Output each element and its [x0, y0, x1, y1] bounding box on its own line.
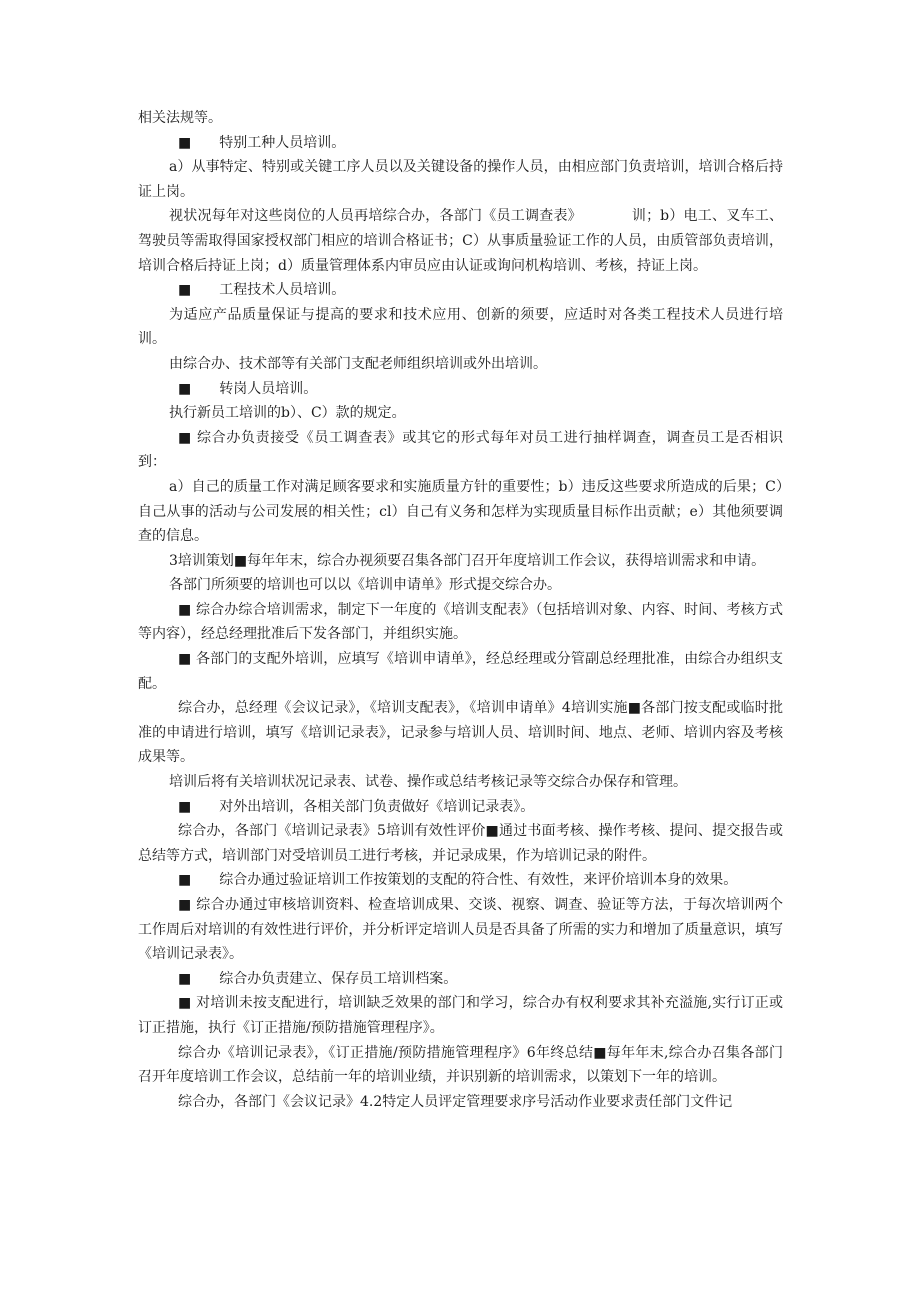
paragraph-special-trade-bcd: 视状况每年对这些岗位的人员再培综合办，各部门《员工调查表》 训；b）电工、叉车工、驾驶员等需取得国家授权部门相应的培训合格证书；C）从事质量验证工作的人员，由质管部负责培训，培训合格后持证上岗；d）质量管理体系内审员应由认证或询问机构培训、考核，持证上岗。	[138, 208, 783, 274]
paragraph-survey-items: a）自己的质量工作对满足顾客要求和实施质量方针的重要性；b）违反这些要求所造成的后果；C）自己从事的活动与公司发展的相关性；cl）自己有义务和怎样为实现质量目标作出贡献；e）其他须要调查的信息。	[138, 478, 783, 545]
paragraph-training-application: 各部门所须要的培训也可以以《培训申请单》形式提交综合办。	[169, 577, 561, 594]
paragraph-training-implementation: 综合办，总经理《会议记录》，《培训支配表》，《培训申请单》4培训实施■各部门按支配或临时批准的申请进行培训，填写《培训记录表》，记录参与培训人员、培训时间、地点、老师、培训内容及考核成果等。	[138, 700, 783, 766]
paragraph-transfer-rules: 执行新员工培训的b）、C）款的规定。	[169, 405, 406, 422]
paragraph-effectiveness-evaluation: 综合办，各部门《培训记录表》5培训有效性评价■通过书面考核、操作考核、提问、提交报告或总结等方式，培训部门对受培训员工进行考核，并记录成果，作为培训记录的附件。	[138, 823, 783, 864]
paragraph-corrective-action: ■ 对培训未按支配进行，培训缺乏效果的部门和学习，综合办有权利要求其补充溢施,实行订正或订正措施，执行《订正措施/预防措施管理程序》。	[138, 995, 783, 1036]
paragraph-personnel-evaluation: 综合办，各部门《会议记录》4.2特定人员评定管理要求序号活动作业要求责任部门文件记	[178, 1093, 733, 1110]
paragraph-employee-survey: ■ 综合办负责接受《员工调查表》或其它的形式每年对员工进行抽样调查，调查员工是否相识到：	[138, 429, 783, 471]
paragraph-year-end-summary: 综合办《培训记录表》，《订正措施/预防措施管理程序》6年终总结■每年年末,综合办召集各部门召开年度培训工作会议，总结前一年的培训业绩，并识别新的培训需求，以策划下一年的培训。	[138, 1044, 783, 1086]
paragraph-audit-evaluation: ■ 综合办通过审核培训资料、检查培训成果、交谈、视察、调查、验证等方法，于每次培训两个工作周后对培训的有效性进行评价，并分析评定培训人员是否具备了所需的实力和增加了质量意识，填写《培训记录表》。	[138, 897, 783, 963]
paragraph-training-records-storage: 培训后将有关培训状况记录表、试卷、操作或总结考核记录等交综合办保存和管理。	[169, 774, 687, 791]
paragraph-training-archives: ■ 综合办负责建立、保存员工培训档案。	[178, 970, 458, 987]
paragraph-annual-plan: ■ 综合办综合培训需求，制定下一年度的《培训支配表》（包括培训对象、内容、时间、考核方式等内容），经总经理批准后下发各部门，并组织实施。	[138, 601, 783, 643]
paragraph-external-training: ■ 对外出培训，各相关部门负责做好《培训记录表》。	[178, 798, 535, 815]
paragraph-engineering-staff: 为适应产品质量保证与提高的要求和技术应用、创新的须要，应适时对各类工程技术人员进行培训。	[138, 306, 783, 348]
paragraph-engineering-organize: 由综合办、技术部等有关部门支配老师组织培训或外出培训。	[169, 355, 547, 372]
heading-engineering-staff-training: ■ 工程技术人员培训。	[178, 282, 346, 299]
paragraph-unplanned-training: ■ 各部门的支配外培训，应填写《培训申请单》，经总经理或分管副总经理批准，由综合办组织支配。	[138, 651, 783, 692]
paragraph-verification: ■ 综合办通过验证培训工作按策划的支配的符合性、有效性，来评价培训本身的效果。	[178, 872, 738, 889]
paragraph-regulations: 相关法规等。	[138, 110, 222, 126]
paragraph-training-planning: 3培训策划■每年年末，综合办视须要召集各部门召开年度培训工作会议，获得培训需求和申请。	[169, 552, 766, 569]
heading-transfer-training: ■ 转岗人员培训。	[178, 380, 318, 397]
heading-special-trade-training: ■ 特别工种人员培训。	[178, 134, 346, 151]
paragraph-special-trade-a: a）从事特定、特别或关键工序人员以及关键设备的操作人员，由相应部门负责培训，培训合格后持证上岗。	[138, 159, 783, 200]
document-body	[138, 106, 783, 1114]
